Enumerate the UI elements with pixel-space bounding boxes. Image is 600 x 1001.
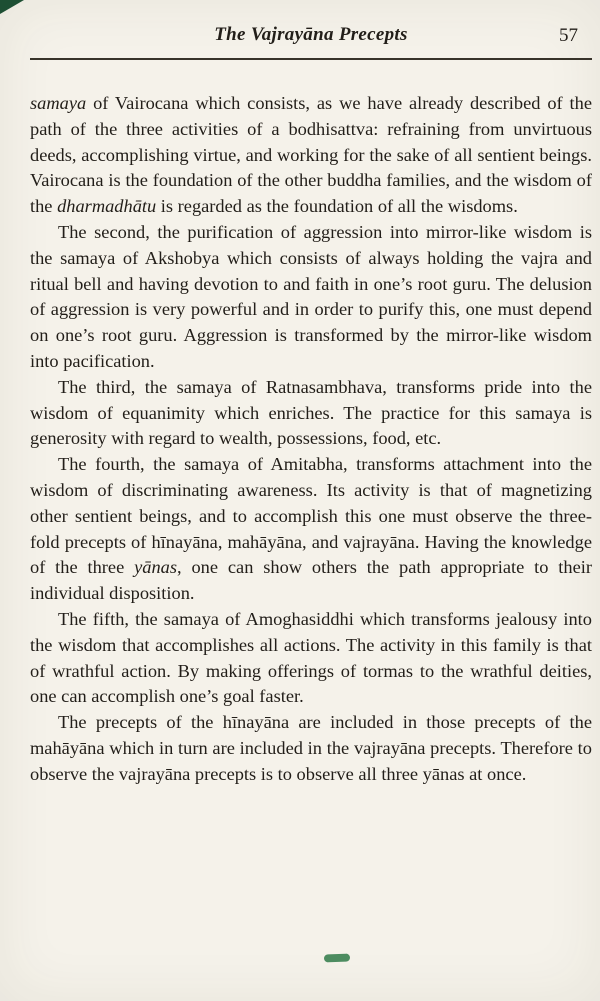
paragraph [30,607,592,710]
italic-term: dharmadhātu [57,196,157,217]
italic-term: yānas [134,557,178,578]
paragraph-text: The fifth, the samaya of Amoghasiddhi which transforms jealousy into the wisdom that accomplishes all actions. The activity in this family is that of wrathful action. By making offerings of tormas to the wrathful deities, one can accomplish one’s goal faster. [30,608,592,707]
page-number: 57 [559,25,578,46]
body-text [30,91,592,788]
paragraph [30,452,592,607]
paragraph-text: The third, the samaya of Ratnasambhava, transforms pride into the wisdom of equanimity which enriches. The practice for this samaya is generosity with regard to wealth, possessions, food, etc. [30,376,592,449]
paragraph-text: is regarded as the foundation of all the wisdoms. [156,196,518,217]
running-header [30,24,592,60]
italic-term: samaya [30,93,87,113]
paragraph [30,710,592,787]
page-title: The Vajrayāna Precepts [214,24,408,45]
paragraph-text: of Vairocana which consists, as we have already described of the path of the three activities of a bodhisattva: refraining from unvirtuous deeds, accomplishing virtue, and working for the sake of all sentient beings. Vairocana is the foundation of the other buddha families, and the wisdom of the [30,93,592,217]
paragraph [30,375,592,452]
paragraph-text: , one can show others the path appropriate to their individual disposition. [30,557,592,604]
paragraph-text: The second, the purification of aggression into mirror-like wisdom is the samaya of Akshobya which consists of always holding the vajra and ritual bell and having devotion to and faith in one’s root guru. The delusion of aggression is very powerful and in order to purify this, one must depend on one’s root guru. Aggression is transformed by the mirror-like wisdom into pacification. [30,221,592,371]
paragraph [30,91,592,220]
scan-artifact-top-left [0,0,24,14]
paragraph-text: The fourth, the samaya of Amitabha, transforms attachment into the wisdom of discriminating awareness. Its activity is that of magnetizing other sentient beings, and to accomplish this one must observe the three-fold precepts of hīnayāna, mahāyāna, and vajrayāna. Having the knowledge of the three [30,454,592,578]
scan-artifact-bottom [324,954,350,963]
paragraph [30,220,592,375]
paragraph-text: The precepts of the hīnayāna are included in those precepts of the mahāyāna which in turn are included in the vajrayāna precepts. Therefore to observe the vajrayāna precepts is to observe all three yānas at once. [30,712,592,784]
